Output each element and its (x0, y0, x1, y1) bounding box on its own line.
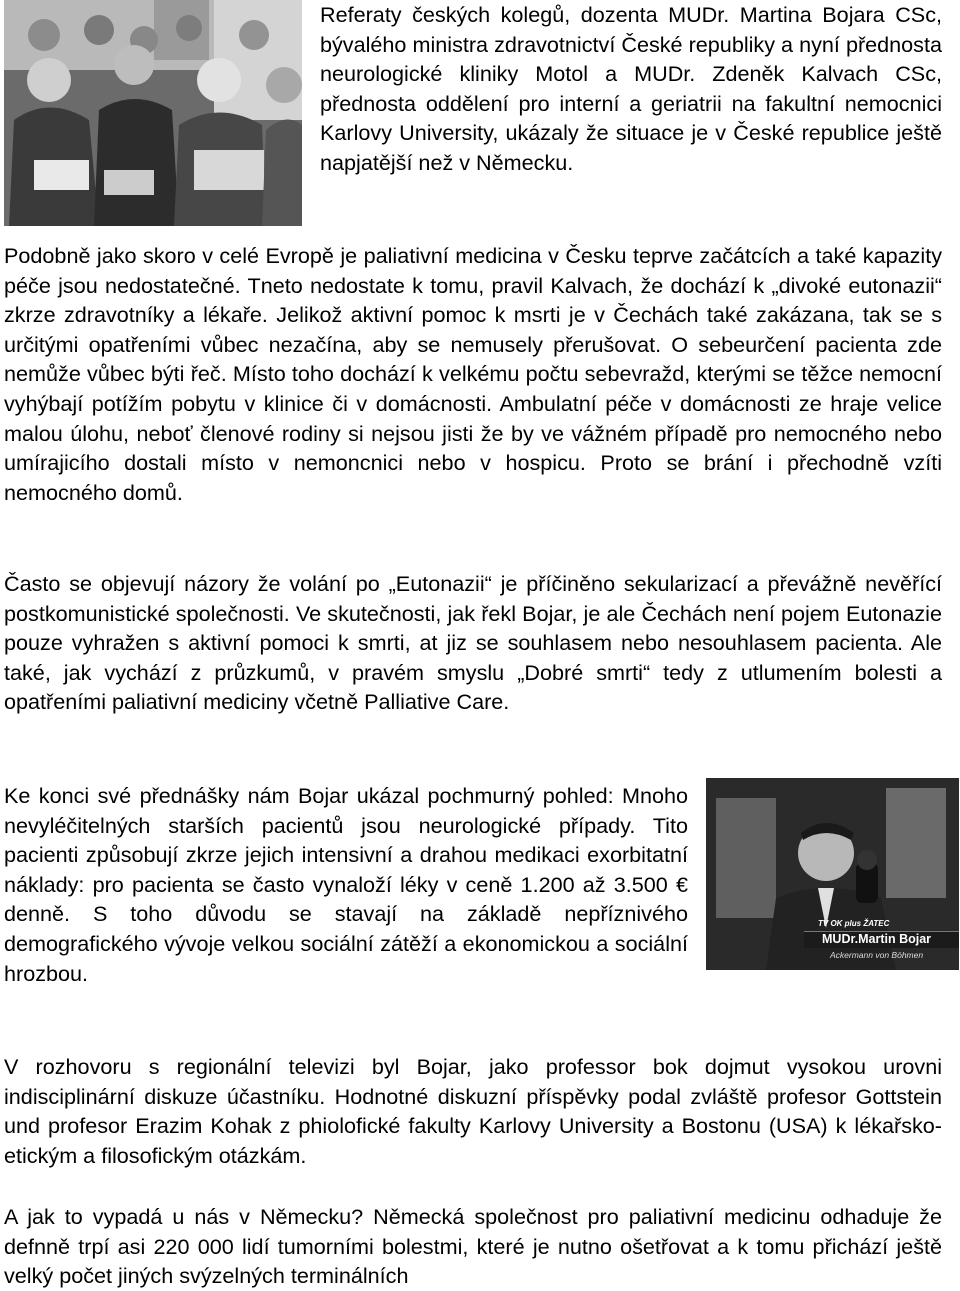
tv-name-label: MUDr.Martin Bojar (822, 932, 932, 946)
paragraph-euthanasia: Často se objevují názory že volání po „Eutonazii“ je příčiněno sekularizací a převážně nevěřící postkomunistické společnosti. Ve skutečnosti, jak řekl Bojar, je ale Čechách není pojem Eutonazie pouze vyhražen s aktivní pomoci k smrti, at jiz se souhlasem nebo nesouhlasem pacienta. Ale také, jak vychází z průzkumů, v pravém smyslu „Dobré smrti“ tedy z utlumením bolesti a opatřeními paliativní mediciny včetně Palliative Care. (4, 571, 942, 715)
conference-audience-photo (4, 0, 302, 226)
tv-channel-label: TV OK plus ŽATEC (818, 919, 890, 928)
paragraph-germany: A jak to vypadá u nás v Německu? Německá společnost pro paliativní medicinu odhaduje že defnně trpí asi 220 000 lidí tumorními bolestmi, které je nutno ošetřovat a k tomu přichází ještě velký počet jiných svýzelných terminálních (4, 1204, 942, 1289)
paragraph-tv-interview: V rozhovoru s regionální televizi byl Bojar, jako professor bok dojmut vysokou urovni indisciplinární diskuze účastníku. Hodnotné diskuzní příspěvky podal zvláště profesor Gottstein und profesor Erazim Kohak z phiolofické fakulty Karlovy University a Bostonu (USA) k lékařsko-etickým a filosofickým otázkám. (4, 1054, 942, 1168)
paragraph-lecture-conclusion: Ke konci své přednášky nám Bojar ukázal pochmurný pohled: Mnoho nevyléčitelných starších pacientů jsou neurologické případy. Tito pacienti způsobují zkrze jejich intensivní a drahou medikaci exorbitatní náklady: pro pacienta se často vynaloží léky v ceně 1.200 až 3.500 € denně. S toho důvodu se stavají na základě nepříznivého demografického vývoje velkou sociální zátěží a ekonomickou a sociální hrozbou. (4, 783, 688, 986)
intro-paragraph: Referaty českých kolegů, dozenta MUDr. Martina Bojara CSc, bývalého ministra zdravotnictví České republiky a nyní přednosta neurologické kliniky Motol a MUDr. Zdeněk Kalvach CSc, přednosta oddělení pro interní a geriatrii na fakultní nemocnici Karlovy University, ukázaly že situace je v České republice ještě napjatější než v Německu. (320, 2, 942, 175)
tv-interview-photo (706, 778, 959, 970)
paragraph-palliative-medicine: Podobně jako skoro v celé Evropě je paliativní medicina v Česku teprve začátcích a také kapazity péče jsou nedostatečné. Tneto nedostate k tomu, pravil Kalvach, že dochází k „divoké eutonazii“ zkrze zdravotníky a lékaře. Jelikož aktivní pomoc k msrti je v Čechách také zakázana, tak se s určitými opatřeními vůbec nezačína, aby se nemusely přerušovat. O sebeurčení pacienta zde nemůže vůbec býti řeč. Místo toho dochází k velkému počtu sebevražd, kterými se těžce nemocní vyhýbají potížím pobytu v klinice či v domácnosti. Ambulatní péče v domácnosti ze hraje velice malou úlohu, neboť členové rodiny si nejsou jisti že by ve vážném případě pro nemocného nebo umírajicího dostali místo v nemoncnici nebo v hospicu. Proto se brání i přechodně vzíti nemocného domů. (4, 243, 942, 505)
tv-subtitle-label: Ackermann von Böhmen (830, 950, 924, 960)
